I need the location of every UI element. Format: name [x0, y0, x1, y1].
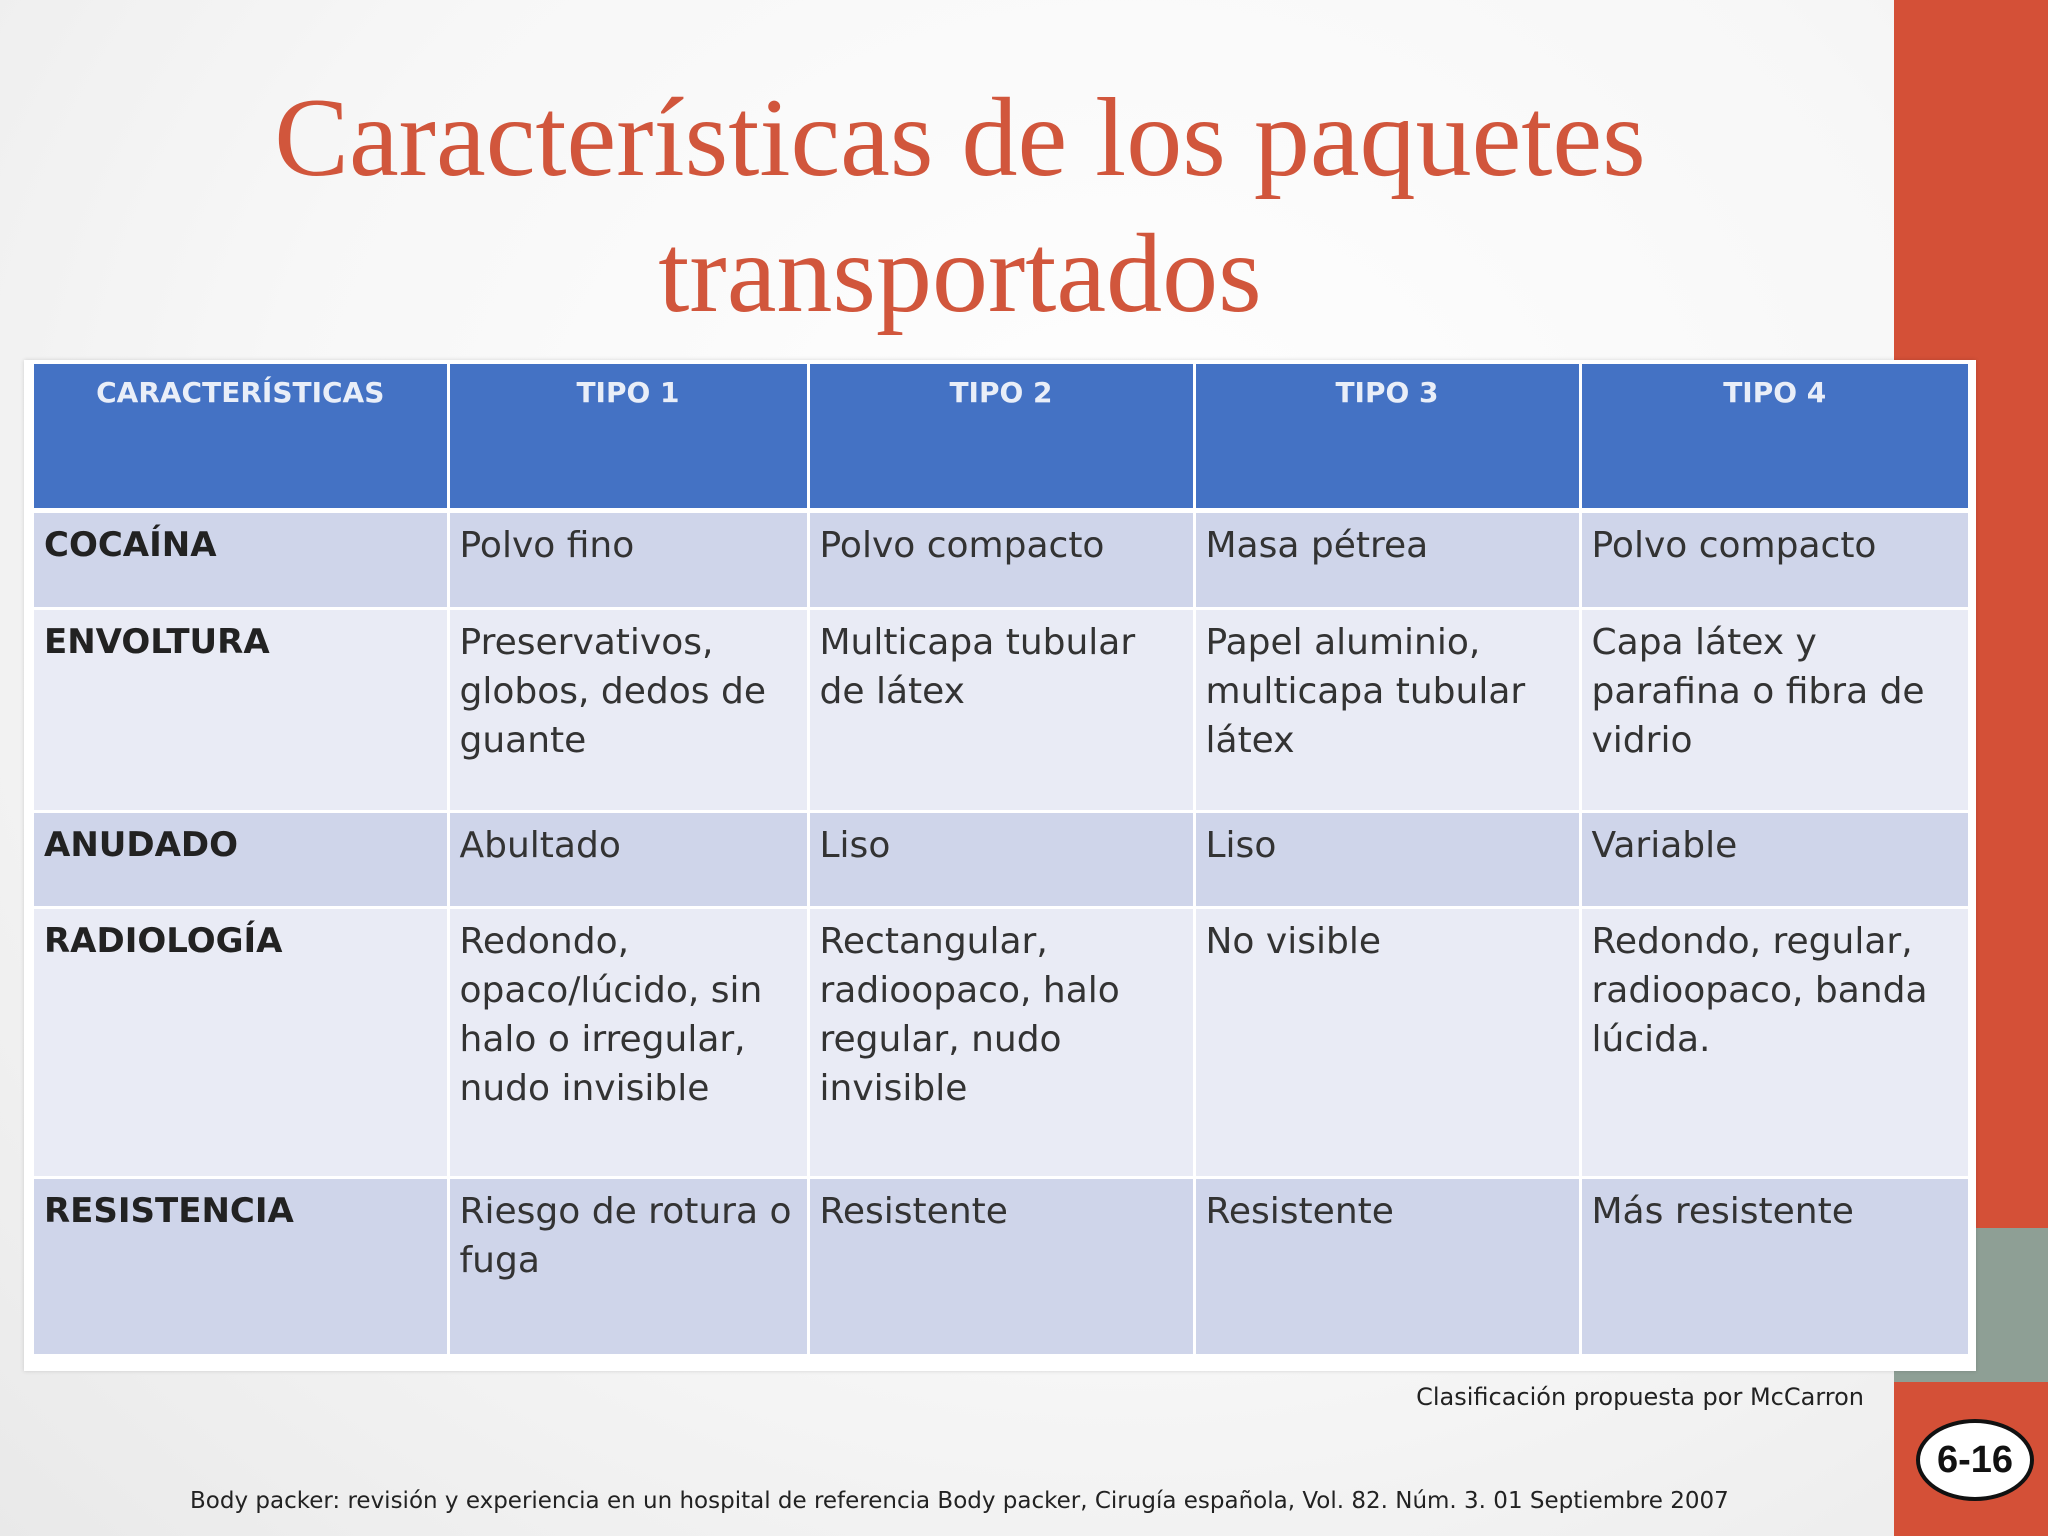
page-number-badge: 6-16 [1916, 1419, 2034, 1501]
table-cell: Polvo compacto [808, 510, 1194, 608]
column-header-caracteristicas: CARACTERÍSTICAS [34, 364, 448, 510]
table-cell: Preservativos, globos, dedos de guante [448, 608, 808, 811]
table-cell: Riesgo de rotura o fuga [448, 1177, 808, 1355]
table-cell: Redondo, regular, radioopaco, banda lúcida. [1580, 907, 1968, 1177]
table-row [34, 811, 1968, 907]
row-header-resistencia: RESISTENCIA [34, 1177, 448, 1355]
column-header-tipo-2: TIPO 2 [808, 364, 1194, 510]
table-header-row [34, 364, 1968, 510]
table-cell: Polvo fino [448, 510, 808, 608]
row-header-anudado: ANUDADO [34, 811, 448, 907]
table-cell: Multicapa tubular de látex [808, 608, 1194, 811]
table-cell: Polvo compacto [1580, 510, 1968, 608]
table-cell: Resistente [808, 1177, 1194, 1355]
column-header-tipo-3: TIPO 3 [1194, 364, 1580, 510]
table-cell: Liso [1194, 811, 1580, 907]
slide-title: Características de los paquetes transportados [274, 76, 1646, 336]
table-cell: Resistente [1194, 1177, 1580, 1355]
table-cell: Abultado [448, 811, 808, 907]
table-row [34, 510, 1968, 608]
column-header-tipo-1: TIPO 1 [448, 364, 808, 510]
row-header-cocaina: COCAÍNA [34, 510, 448, 608]
row-header-envoltura: ENVOLTURA [34, 608, 448, 811]
table-row [34, 608, 1968, 811]
citation: Body packer: revisión y experiencia en un hospital de referencia Body packer, Cirugía española, Vol. 82. Núm. 3. 01 Septiembre 2007 [190, 1488, 1729, 1514]
table-cell: Rectangular, radioopaco, halo regular, nudo invisible [808, 907, 1194, 1177]
table-cell: Masa pétrea [1194, 510, 1580, 608]
table-cell: Variable [1580, 811, 1968, 907]
characteristics-table [34, 364, 1968, 1357]
table-cell: Liso [808, 811, 1194, 907]
table-cell: Capa látex y parafina o fibra de vidrio [1580, 608, 1968, 811]
table-cell: Redondo, opaco/lúcido, sin halo o irregular, nudo invisible [448, 907, 808, 1177]
row-header-radiologia: RADIOLOGÍA [34, 907, 448, 1177]
table-row [34, 907, 1968, 1177]
source-note: Clasificación propuesta por McCarron [1416, 1383, 1864, 1411]
table-cell: Más resistente [1580, 1177, 1968, 1355]
column-header-tipo-4: TIPO 4 [1580, 364, 1968, 510]
table-cell: Papel aluminio, multicapa tubular látex [1194, 608, 1580, 811]
table-row [34, 1177, 1968, 1355]
table-cell: No visible [1194, 907, 1580, 1177]
